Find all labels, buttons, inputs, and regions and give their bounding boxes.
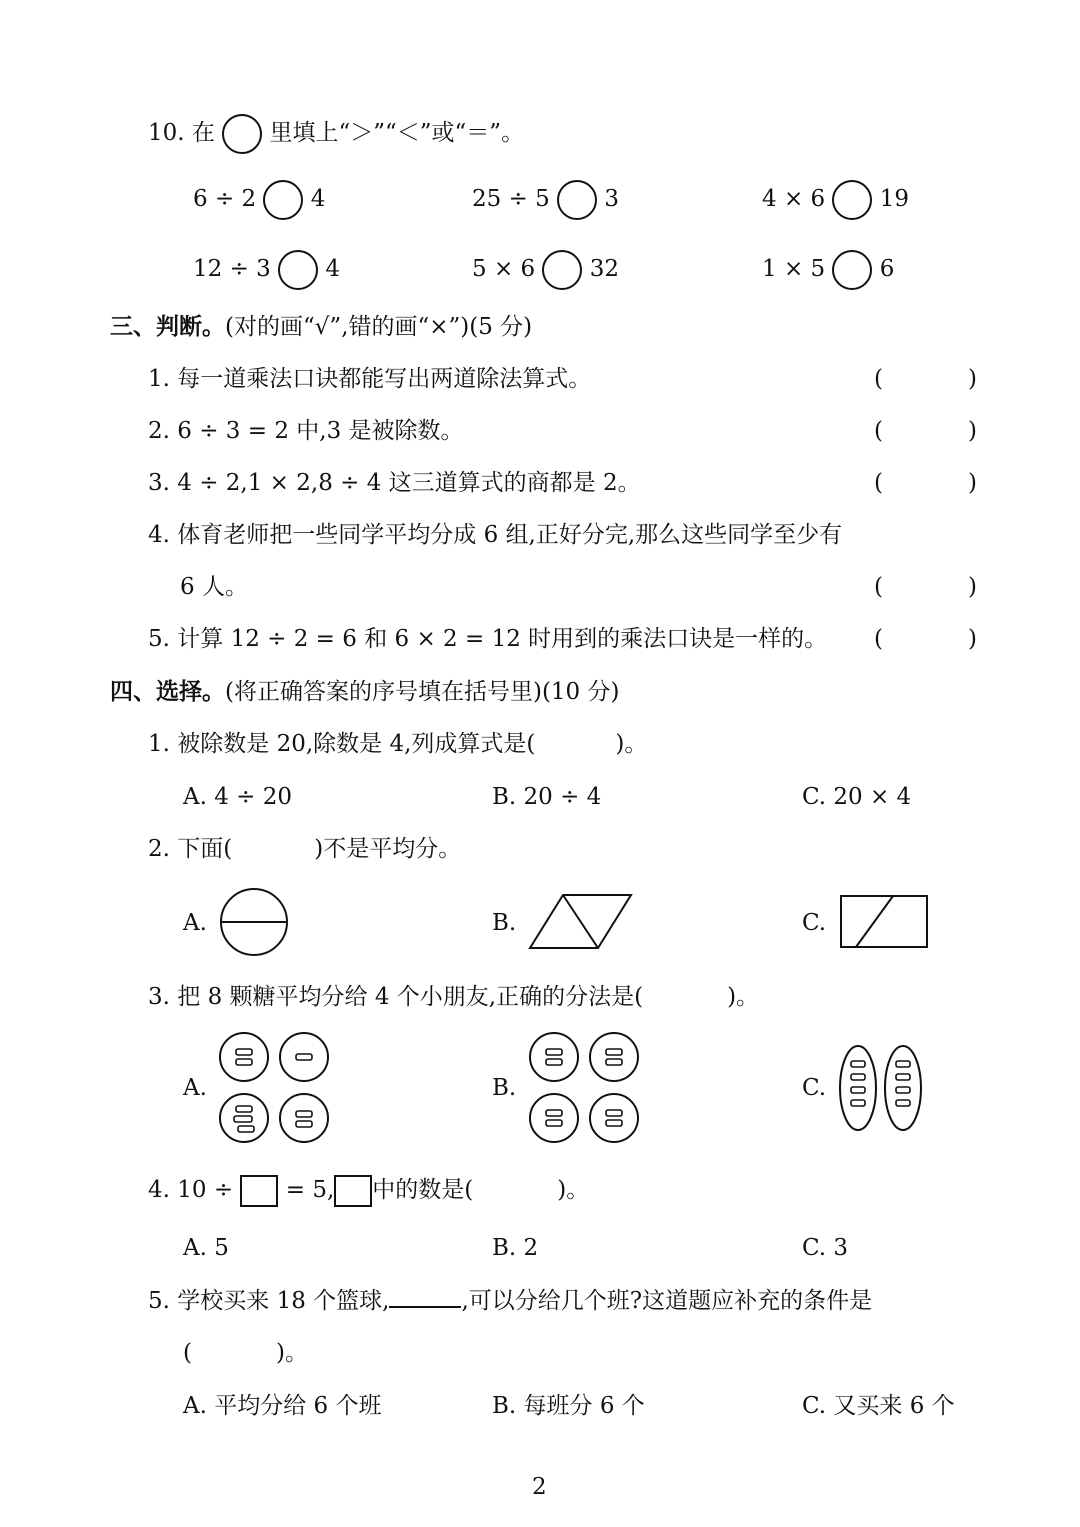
- page-number: 2: [532, 1474, 547, 1500]
- answer-circle[interactable]: [278, 250, 318, 290]
- condition-blank[interactable]: [389, 1286, 461, 1308]
- q4-option-c[interactable]: C. 3: [802, 1235, 849, 1261]
- q5-option-b[interactable]: B. 每班分 6 个: [492, 1393, 645, 1419]
- q5-option-c[interactable]: C. 又买来 6 个: [802, 1393, 955, 1419]
- section4-title: 四、选择。: [110, 679, 225, 705]
- q10-item-2: 25 ÷ 5 3: [472, 180, 619, 220]
- q10-item-1: 6 ÷ 2 4: [193, 180, 325, 220]
- q2-option-a[interactable]: A.: [183, 910, 207, 936]
- judge-item-2: 2. 6 ÷ 3 = 2 中,3 是被除数。: [148, 418, 464, 444]
- q1-option-c[interactable]: C. 20 × 4: [802, 784, 912, 810]
- rectangle-divided-shape: [840, 895, 930, 949]
- q10-item-5: 5 × 6 32: [472, 250, 619, 290]
- answer-paren[interactable]: (: [874, 470, 883, 496]
- compare-circle-icon: [222, 114, 262, 154]
- q4-option-a[interactable]: A. 5: [183, 1235, 229, 1261]
- answer-circle[interactable]: [557, 180, 597, 220]
- q2-option-c[interactable]: C.: [802, 910, 827, 936]
- section3-note: (对的画“√”,错的画“×”)(5 分): [225, 314, 533, 340]
- q10-number: 10.: [148, 120, 185, 146]
- candy-groups-a: [216, 1032, 332, 1144]
- q5-line2: ( )。: [183, 1340, 308, 1366]
- box-blank-2[interactable]: [334, 1175, 372, 1207]
- choice-q4: 4. 10 ÷ = 5, 中的数是( )。: [148, 1175, 589, 1207]
- judge-item-4: 4. 体育老师把一些同学平均分成 6 组,正好分完,那么这些同学至少有: [148, 522, 843, 548]
- q4-option-b[interactable]: B. 2: [492, 1235, 539, 1261]
- judge-item-5: 5. 计算 12 ÷ 2 = 6 和 6 × 2 = 12 时用到的乘法口诀是一样的。: [148, 626, 828, 652]
- choice-q1: 1. 被除数是 20,除数是 4,列成算式是( )。: [148, 731, 648, 757]
- answer-paren[interactable]: (: [874, 574, 883, 600]
- q3-option-a[interactable]: A.: [183, 1075, 207, 1101]
- choice-q3: 3. 把 8 颗糖平均分给 4 个小朋友,正确的分法是( )。: [148, 984, 760, 1010]
- answer-paren[interactable]: (: [874, 626, 883, 652]
- choice-q5: 5. 学校买来 18 个篮球, ,可以分给几个班?这道题应补充的条件是: [148, 1288, 873, 1314]
- q3-option-b[interactable]: B.: [492, 1075, 517, 1101]
- q1-option-a[interactable]: A. 4 ÷ 20: [183, 784, 293, 810]
- section3-heading: [110, 312, 532, 342]
- q5-option-a[interactable]: A. 平均分给 6 个班: [183, 1393, 382, 1419]
- judge-item-3: 3. 4 ÷ 2,1 × 2,8 ÷ 4 这三道算式的商都是 2。: [148, 470, 641, 496]
- q2-option-b[interactable]: B.: [492, 910, 517, 936]
- candy-groups-b: [527, 1032, 643, 1144]
- q10-header: [148, 114, 524, 154]
- answer-circle[interactable]: [832, 250, 872, 290]
- candy-groups-c: [838, 1044, 928, 1134]
- q3-option-c[interactable]: C.: [802, 1075, 827, 1101]
- box-blank-1[interactable]: [240, 1175, 278, 1207]
- q10-head-post: 里填上“＞”“＜”或“＝”。: [269, 120, 525, 146]
- section3-title: 三、判断。: [110, 314, 225, 340]
- section4-note: (将正确答案的序号填在括号里)(10 分): [225, 679, 620, 705]
- choice-q2: 2. 下面( )不是平均分。: [148, 836, 462, 862]
- q10-head-pre: 在: [191, 120, 215, 146]
- q1-option-b[interactable]: B. 20 ÷ 4: [492, 784, 602, 810]
- q10-item-4: 12 ÷ 3 4: [193, 250, 340, 290]
- answer-circle[interactable]: [542, 250, 582, 290]
- answer-paren[interactable]: (: [874, 366, 883, 392]
- answer-circle[interactable]: [263, 180, 303, 220]
- section4-heading: [110, 677, 619, 707]
- answer-paren[interactable]: (: [874, 418, 883, 444]
- judge-item-4-line2: 6 人。: [180, 574, 248, 600]
- parallelogram-shape: [528, 893, 634, 951]
- q10-item-3: 4 × 6 19: [762, 180, 909, 220]
- judge-item-1: 1. 每一道乘法口诀都能写出两道除法算式。: [148, 366, 592, 392]
- q10-item-6: 1 × 5 6: [762, 250, 894, 290]
- answer-circle[interactable]: [832, 180, 872, 220]
- circle-halved-shape: [219, 886, 291, 958]
